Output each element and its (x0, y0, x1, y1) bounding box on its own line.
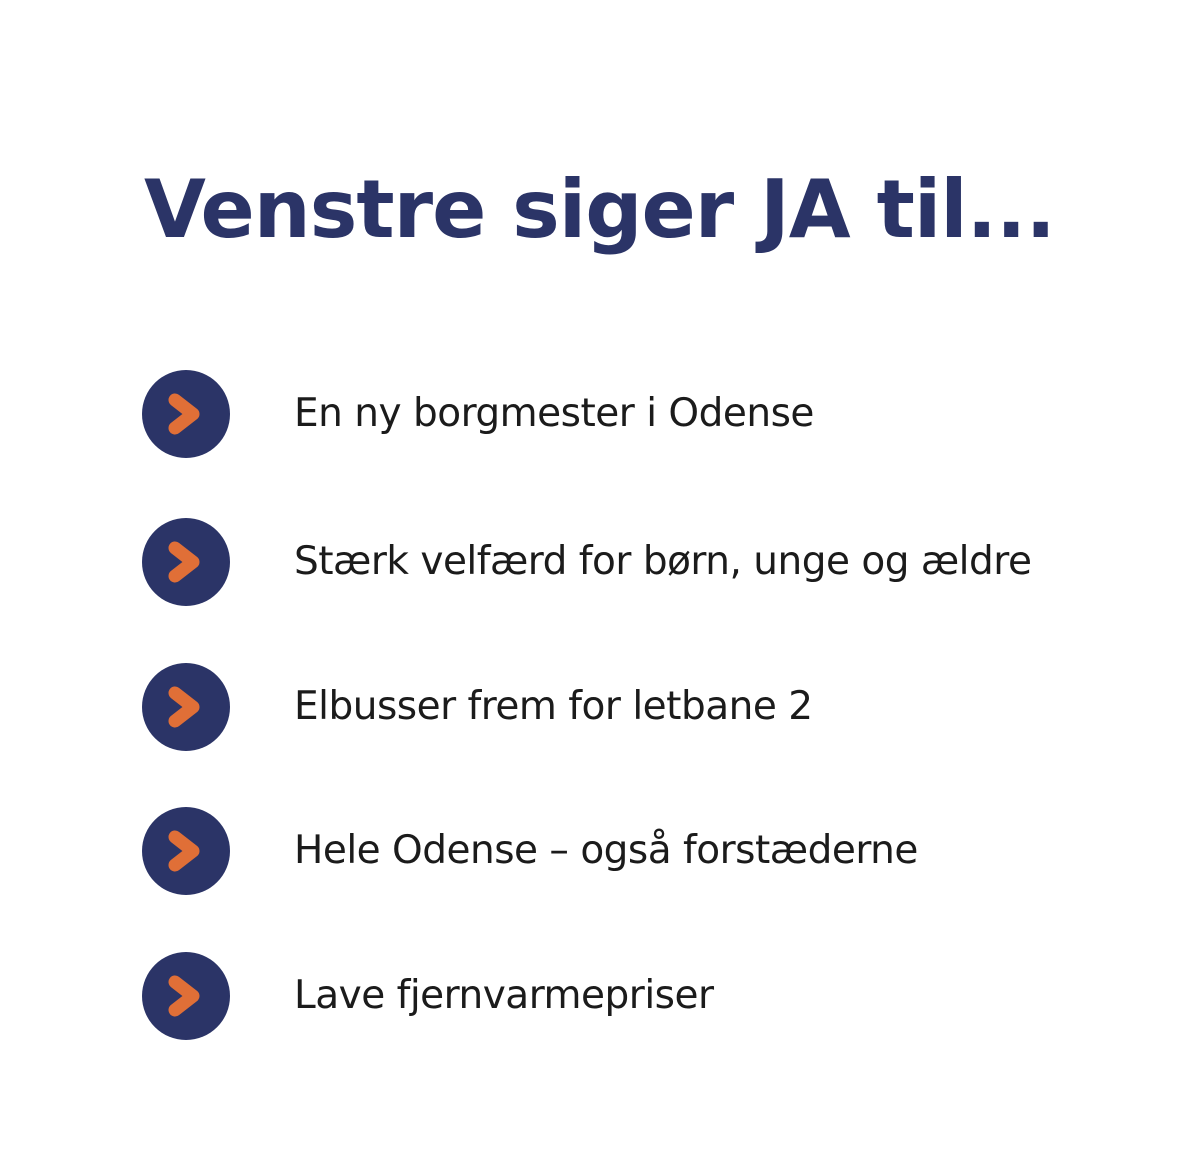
list-item (142, 518, 1142, 606)
list-item-label: En ny borgmester i Odense (294, 391, 814, 436)
list-item (142, 807, 1142, 895)
chevron-right-icon (142, 370, 230, 458)
list-item (142, 663, 1142, 751)
list-item-label: Elbusser frem for letbane 2 (294, 684, 813, 729)
chevron-right-icon (142, 952, 230, 1040)
list-item-label: Hele Odense – også forstæderne (294, 828, 918, 873)
chevron-right-icon (142, 663, 230, 751)
list-item-label: Stærk velfærd for børn, unge og ældre (294, 539, 1032, 584)
list-item (142, 952, 1142, 1040)
list-item (142, 370, 1142, 458)
list-item-label: Lave fjernvarmepriser (294, 973, 714, 1018)
chevron-right-icon (142, 807, 230, 895)
page-title: Venstre siger JA til... (144, 163, 1055, 256)
chevron-right-icon (142, 518, 230, 606)
